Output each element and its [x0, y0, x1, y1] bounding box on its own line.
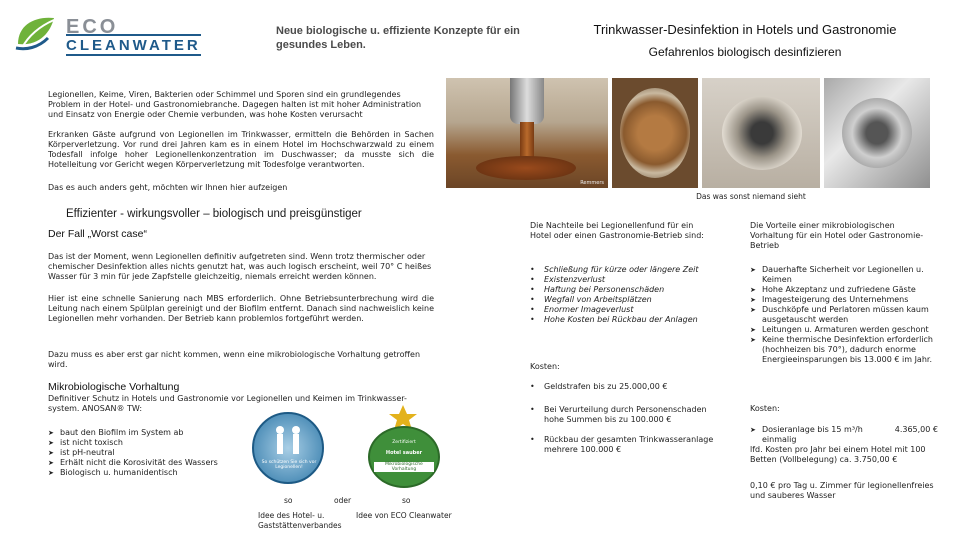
list-item: • Hohe Kosten bei Rückbau der Anlagen: [530, 315, 730, 325]
photo-pipe-deposit: [702, 78, 820, 188]
list-item: • Existenzverlust: [530, 275, 730, 285]
badge-right-top: Zertifiziert: [392, 440, 416, 445]
worst-case-paragraph-2: Hier ist eine schnelle Sanierung nach MBS erforderlich. Ohne Betriebsunterbrechung wird die Leitung nach einem Spülplan gereinigt und der Biofilm entfernt. Danach sind nachweislich keine Legionellen mehr vorhanden. Der Betrieb kann problemlos fortgeführt werden.: [48, 294, 434, 323]
pros-heading: Die Vorteile einer mikrobiologischen Vorhaltung für ein Hotel oder Gastronomie-Betrieb: [750, 221, 924, 250]
cons-costs-list: [530, 382, 720, 455]
list-item: ➤ Imagesteigerung des Unternehmens: [750, 295, 938, 305]
page-title: Trinkwasser-Desinfektion in Hotels und Gastronomie: [593, 22, 897, 37]
intro-paragraph-1: Legionellen, Keime, Viren, Bakterien oder Schimmel und Sporen sind ein grundlegendes Problem in der Hotel- und Gastronomiebranche. Dagegen halten ist mit hoher Administration und Einsatz von Energie oder Chemie verbunden, was hohe Kosten verursacht: [48, 90, 422, 119]
worst-case-paragraph-1: Das ist der Moment, wenn Legionellen definitiv aufgetreten sind. Wenn trotz thermischer oder chemischer Desinfektion alles nichts genutzt hat, was auch logisch erscheint, weil 70° C heißes Wasser für 3 min für jede Zapfstelle gleichzeitig, niemals erreicht werden können.: [48, 252, 432, 281]
pros-cost-value: 4.365,00 €: [894, 425, 938, 434]
logo-cleanwater-text: CLEANWATER: [66, 34, 201, 56]
photo-pipe-biofilm: [612, 78, 698, 188]
list-item: ➤ ist pH-neutral: [48, 448, 248, 458]
mikro-list: [48, 428, 248, 478]
pros-footer: 0,10 € pro Tag u. Zimmer für legionellenfreies und sauberes Wasser: [750, 481, 934, 500]
badge-right-mid: Hotel sauber: [385, 450, 423, 456]
photo-credit: Remmers: [580, 180, 604, 186]
mikro-heading: Mikrobiologische Vorhaltung: [48, 381, 180, 393]
shower-people-icon: [254, 422, 322, 462]
list-item: • Rückbau der gesamten Trinkwasseranlage mehrere 100.000 €: [530, 435, 714, 454]
list-item: ➤ ist nicht toxisch: [48, 438, 248, 448]
pros-cost-yearly: lfd. Kosten pro Jahr bei einem Hotel mit 100 Betten (Vollbelegung) ca. 3.750,00 €: [750, 445, 926, 464]
worst-case-heading: Der Fall „Worst case“: [48, 228, 147, 240]
list-item: ➤ Duschköpfe und Perlatoren müssen kaum ausgetauscht werden: [750, 305, 938, 325]
list-item: ➤ Keine thermische Desinfektion erforderlich (hochheizen bis 70°), dadurch enorme Energieeinsparungen bis 13.000 € im Jahr.: [750, 335, 938, 365]
photos-caption: Das was sonst niemand sieht: [696, 192, 806, 201]
badge-left-caption: Idee des Hotel- u. Gaststättenverbandes: [258, 511, 342, 530]
page-subtitle: Gefahrenlos biologisch desinfizieren: [648, 45, 842, 59]
badge-so-right: so: [402, 496, 411, 505]
list-item: ➤ Erhält nicht die Korosivität des Wassers: [48, 458, 248, 468]
cons-list: [530, 265, 730, 325]
cons-costs-label: Kosten:: [530, 362, 560, 371]
pros-cost-line: ➤ Dosieranlage bis 15 m³/h 4.365,00 € einmalig lfd. Kosten pro Jahr bei einem Hotel mit 100 Betten (Vollbelegung) ca. 3.750,00 €: [750, 425, 938, 464]
badge-right-caption: Idee von ECO Cleanwater: [356, 511, 452, 520]
list-item: • Bei Verurteilung durch Personenschaden hohe Summen bis zu 100.000 €: [530, 405, 707, 424]
mikro-paragraph: Definitiver Schutz in Hotels und Gastronomie vor Legionellen und Keimen im Trinkwasser-system. ANOSAN® TW:: [48, 394, 407, 413]
badge-so-left: so: [284, 496, 293, 505]
pros-cost-once: einmalig: [762, 435, 797, 444]
pros-costs-label: Kosten:: [750, 404, 780, 413]
badge-right-bottom: Mikrobiologische Vorhaltung: [374, 462, 434, 472]
list-item: • Wegfall von Arbeitsplätzen: [530, 295, 730, 305]
pros-list: [750, 265, 938, 365]
list-item: • Enormer Imageverlust: [530, 305, 730, 315]
badge-oder: oder: [334, 496, 352, 505]
intro-paragraph-3: Das es auch anders geht, möchten wir Ihnen hier aufzeigen: [48, 183, 288, 192]
list-item: ➤ Leitungen u. Armaturen werden geschont: [750, 325, 938, 335]
intro-paragraph-2: Erkranken Gäste aufgrund von Legionellen im Trinkwasser, ermitteln die Behörden in Sachen Körperverletzung. Vor rund drei Jahren kam es in einem Hotel im Hochschwarzwald zu einem Todesfall infolge hoher Legionellenkonzentration im Duschwasser; da musste sich die Hotelleitung vor Gericht wegen Körperverletzung mit Todesfolge verantworten.: [48, 130, 434, 169]
list-item: ➤ Dauerhafte Sicherheit vor Legionellen u. Keimen: [750, 265, 938, 285]
logo-eco-text: ECO: [66, 16, 119, 38]
worst-case-paragraph-3: Dazu muss es aber erst gar nicht kommen, wenn eine mikrobiologische Vorhaltung getroffen wird.: [48, 350, 421, 369]
list-item: ➤ Hohe Akzeptanz und zufriedene Gäste: [750, 285, 938, 295]
leaf-logo-icon: [14, 14, 60, 54]
badge-left-text: So schützen Sie sich vor Legionellen!: [261, 460, 317, 470]
list-item: • Haftung bei Personenschäden: [530, 285, 730, 295]
list-item: ➤ Biologisch u. humanidentisch: [48, 468, 248, 478]
section-heading: Effizienter - wirkungsvoller – biologisch und preisgünstiger: [66, 208, 362, 220]
photo-pipe-scale: [824, 78, 930, 188]
badge-hotel-association: [252, 412, 324, 484]
list-item: • Schließung für kürze oder längere Zeit: [530, 265, 730, 275]
cons-heading: Die Nachteile bei Legionellenfund für ein Hotel oder einen Gastronomie-Betrieb sind:: [530, 221, 704, 240]
pros-cost-item: Dosieranlage bis 15 m³/h: [762, 425, 863, 434]
list-item: • Geldstrafen bis zu 25.000,00 €: [530, 382, 668, 391]
slogan: Neue biologische u. effiziente Konzepte für ein gesundes Leben.: [276, 25, 520, 51]
photo-faucet: [446, 78, 608, 188]
badge-eco-cleanwater: [360, 404, 446, 490]
list-item: ➤ baut den Biofilm im System ab: [48, 428, 248, 438]
